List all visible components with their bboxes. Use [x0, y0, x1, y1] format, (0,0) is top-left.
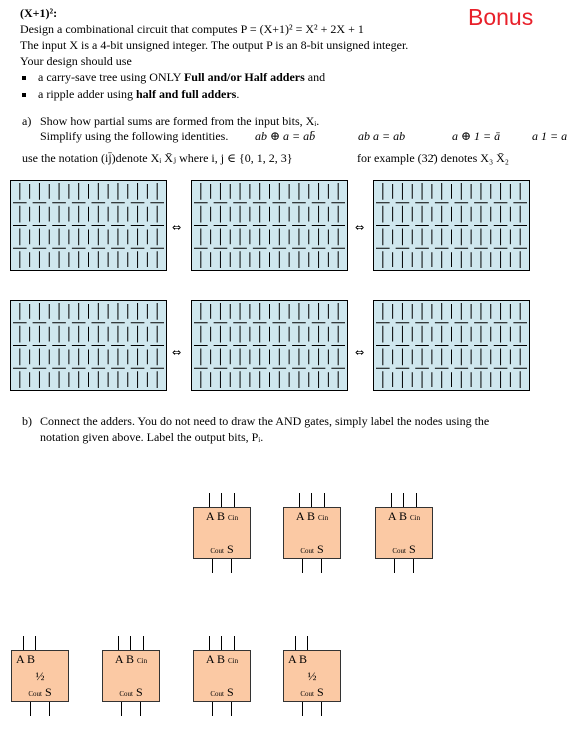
- partial-sum-grid: [10, 300, 167, 391]
- bullet-icon: [22, 93, 26, 97]
- adder-output-pin: [302, 559, 303, 573]
- adder-output-pin: [321, 559, 322, 573]
- adder-output-pin: [413, 559, 414, 573]
- full-adder: A B Cin Cout S: [375, 507, 433, 559]
- identity-3: a ⊕ 1 = ā: [452, 129, 501, 143]
- problem-title: (X+1)²:: [20, 6, 58, 20]
- half-adder: A B ½ Cout S: [283, 650, 341, 702]
- adder-output-pin: [394, 559, 395, 573]
- adder-output-pin: [212, 559, 213, 573]
- full-adder: A B Cin Cout S: [102, 650, 160, 702]
- adder-input-pin: [324, 493, 325, 507]
- adder-input-pin: [221, 636, 222, 650]
- double-arrow-icon: ⇔: [172, 346, 182, 359]
- bonus-label: Bonus: [468, 4, 534, 30]
- bullet-carry-save: a carry-save tree using ONLY Full and/or Half adders and: [22, 70, 325, 84]
- partial-sum-grid: [373, 300, 530, 391]
- double-arrow-icon: ⇔: [172, 221, 182, 234]
- identity-2: ab a = ab: [358, 129, 406, 143]
- adder-input-pin: [118, 636, 119, 650]
- adder-input-pin: [234, 636, 235, 650]
- notation-example: for example (32̄) denotes X₃ X̄₂: [357, 151, 509, 165]
- full-adder: A B Cin Cout S: [283, 507, 341, 559]
- adder-output-pin: [231, 702, 232, 716]
- adder-output-pin: [302, 702, 303, 716]
- adder-input-pin: [23, 636, 24, 650]
- adder-output-pin: [231, 559, 232, 573]
- adder-input-pin: [403, 493, 404, 507]
- adder-output-pin: [121, 702, 122, 716]
- partial-sum-grid: [191, 180, 348, 271]
- adder-input-pin: [311, 493, 312, 507]
- identity-4: a 1 = a: [532, 129, 568, 143]
- full-adder: A B Cin Cout S: [193, 507, 251, 559]
- adder-output-pin: [30, 702, 31, 716]
- bullet-ripple: a ripple adder using half and full adders.: [22, 87, 239, 101]
- adder-input-pin: [221, 493, 222, 507]
- adder-input-pin: [299, 493, 300, 507]
- adder-input-pin: [130, 636, 131, 650]
- adder-input-pin: [35, 636, 36, 650]
- adder-input-pin: [391, 493, 392, 507]
- double-arrow-icon: ⇔: [355, 346, 365, 359]
- adder-input-pin: [209, 636, 210, 650]
- double-arrow-icon: ⇔: [355, 221, 365, 234]
- part-a-label: a): [22, 114, 32, 128]
- adder-output-pin: [49, 702, 50, 716]
- part-b-line-2: notation given above. Label the output bits, Pᵢ.: [40, 430, 264, 444]
- part-a-line-1: Show how partial sums are formed from the input bits, Xᵢ.: [40, 114, 320, 128]
- part-b-line-1: Connect the adders. You do not need to draw the AND gates, simply label the nodes using the: [40, 414, 490, 428]
- intro-line-1: Design a combinational circuit that computes P = (X+1)² = X² + 2X + 1: [20, 22, 364, 36]
- adder-input-pin: [295, 636, 296, 650]
- adder-input-pin: [234, 493, 235, 507]
- half-adder: A B ½ Cout S: [11, 650, 69, 702]
- partial-sum-grid: [10, 180, 167, 271]
- notation-text: use the notation (ij̄)denote Xᵢ X̄ⱼ where i, j ∈ {0, 1, 2, 3}: [22, 151, 293, 165]
- adder-input-pin: [307, 636, 308, 650]
- adder-output-pin: [212, 702, 213, 716]
- bullet-icon: [22, 76, 26, 80]
- adder-output-pin: [321, 702, 322, 716]
- adder-output-pin: [140, 702, 141, 716]
- adder-input-pin: [209, 493, 210, 507]
- partial-sum-grid: [373, 180, 530, 271]
- full-adder: A B Cin Cout S: [193, 650, 251, 702]
- adder-input-pin: [416, 493, 417, 507]
- part-a-line-2: Simplify using the following identities.: [40, 129, 229, 143]
- partial-sum-grid: [191, 300, 348, 391]
- identity-1: ab ⊕ a = ab̄: [255, 129, 316, 143]
- adder-input-pin: [143, 636, 144, 650]
- part-b-label: b): [22, 414, 32, 428]
- intro-line-2: The input X is a 4-bit unsigned integer. The output P is an 8-bit unsigned integer.: [20, 38, 409, 52]
- intro-line-3: Your design should use: [20, 54, 132, 68]
